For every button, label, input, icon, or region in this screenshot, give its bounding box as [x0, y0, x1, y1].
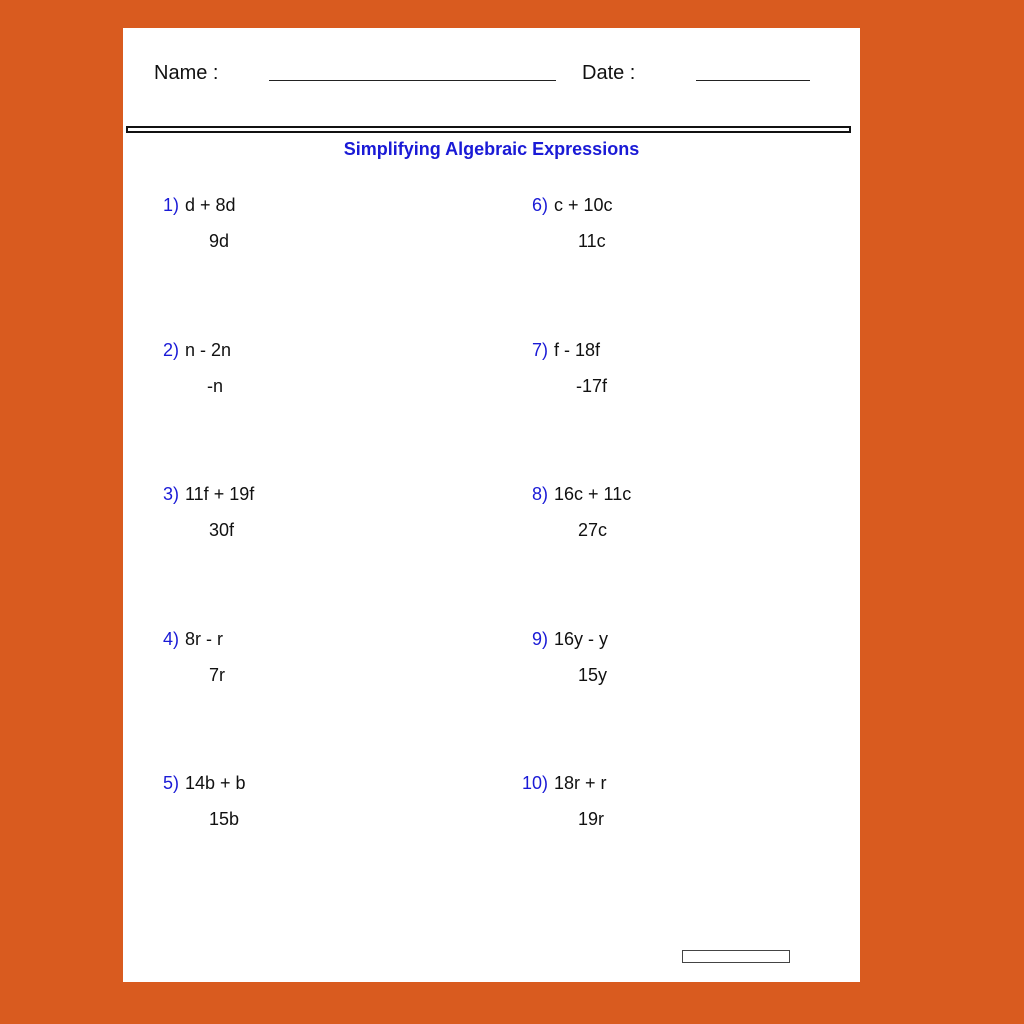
worksheet-title: Simplifying Algebraic Expressions [343, 139, 640, 159]
problem-number: 8) [531, 484, 548, 504]
name-line[interactable] [269, 80, 556, 81]
problem-answer: 27c [578, 520, 608, 540]
problem-expression: 18r + r [554, 773, 607, 793]
problem-number: 7) [531, 340, 548, 360]
problem-answer: 30f [209, 520, 235, 540]
problem-item [147, 195, 447, 255]
problem-item [516, 773, 816, 833]
date-line[interactable] [696, 80, 810, 81]
problem-number: 6) [531, 195, 548, 215]
name-label: Name : [154, 62, 219, 84]
problem-answer: -17f [576, 376, 608, 396]
problem-answer: -n [207, 376, 224, 396]
problem-expression: 11f + 19f [185, 484, 255, 504]
problem-number: 4) [162, 629, 179, 649]
problem-number: 10) [521, 773, 548, 793]
problem-item [147, 340, 447, 400]
problem-answer: 7r [209, 665, 226, 685]
problem-number: 1) [162, 195, 179, 215]
problem-number: 3) [162, 484, 179, 504]
problem-number: 5) [162, 773, 179, 793]
score-box[interactable] [682, 950, 790, 963]
date-label: Date : [582, 62, 636, 84]
problem-expression: d + 8d [185, 195, 236, 215]
problem-number: 2) [162, 340, 179, 360]
problem-item [147, 484, 447, 544]
problem-answer: 15y [578, 665, 608, 685]
problem-expression: n - 2n [185, 340, 232, 360]
problem-expression: 14b + b [185, 773, 246, 793]
problem-expression: 8r - r [185, 629, 223, 649]
worksheet-page [123, 28, 860, 982]
problem-item [516, 340, 816, 400]
problem-answer: 11c [578, 231, 606, 251]
problem-expression: 16c + 11c [554, 484, 632, 504]
problem-expression: c + 10c [554, 195, 613, 215]
header-divider [126, 126, 851, 133]
problem-number: 9) [531, 629, 548, 649]
problem-expression: f - 18f [554, 340, 601, 360]
problem-answer: 9d [209, 231, 230, 251]
problem-answer: 15b [209, 809, 240, 829]
problem-item [147, 773, 447, 833]
problem-expression: 16y - y [554, 629, 609, 649]
problem-item [516, 195, 816, 255]
problem-item [516, 484, 816, 544]
problem-item [147, 629, 447, 689]
problem-item [516, 629, 816, 689]
problem-answer: 19r [578, 809, 605, 829]
